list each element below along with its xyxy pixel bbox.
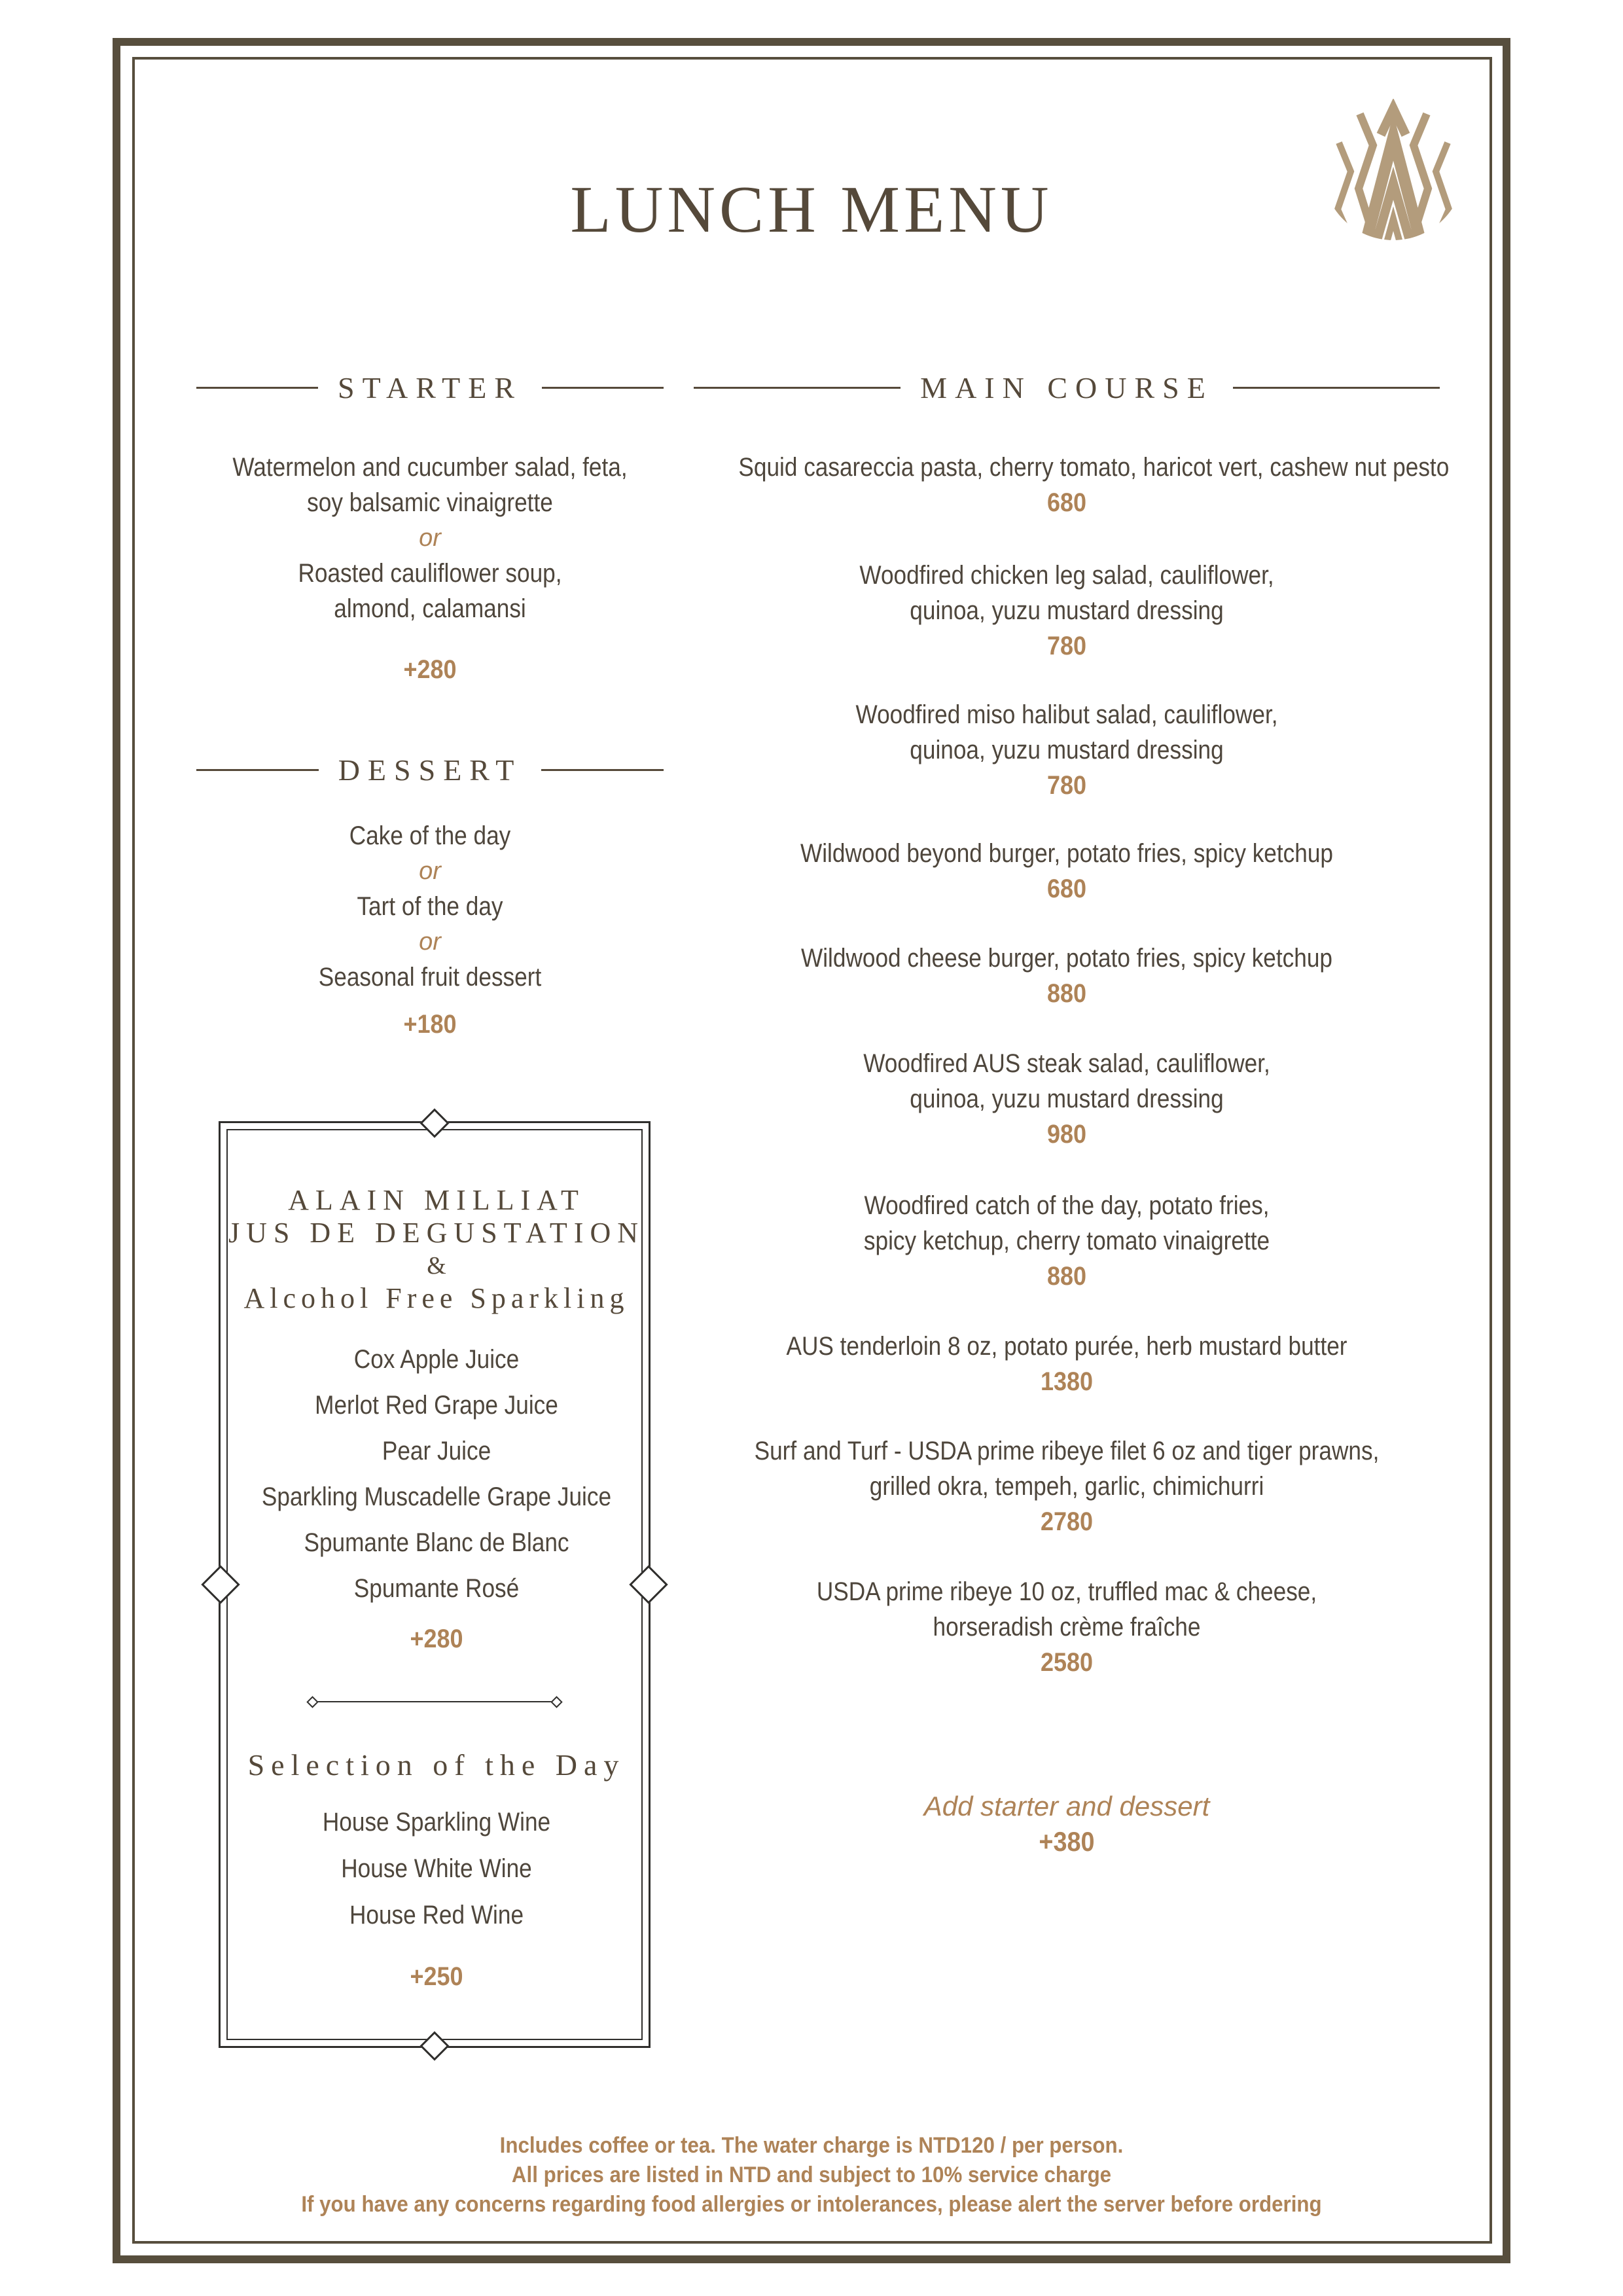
main-course-item <box>694 941 1440 1008</box>
main-course-item <box>694 697 1440 800</box>
selection-title: Selection of the Day <box>247 1748 626 1782</box>
price-label: 2780 <box>1040 1507 1094 1536</box>
juice-price-label: +280 <box>410 1624 463 1653</box>
menu-item-line: AUS tenderloin 8 oz, potato purée, herb mustard butter <box>786 1332 1347 1361</box>
dessert-options <box>196 818 664 995</box>
menu-item-line: horseradish crème fraîche <box>933 1613 1201 1641</box>
divider-diamond-icon <box>550 1696 562 1708</box>
divider-diamond-icon <box>306 1696 318 1708</box>
menu-item-line: Wildwood cheese burger, potato fries, spicy ketchup <box>801 944 1332 973</box>
footer-line: All prices are listed in NTD and subject to 10% service charge <box>511 2162 1112 2187</box>
wine-list <box>221 1799 652 1939</box>
menu-item-line: almond, calamansi <box>334 594 526 623</box>
wine-item: House White Wine <box>341 1854 532 1883</box>
heading-rule-right <box>1233 387 1440 389</box>
beverage-title-line: JUS DE DEGUSTATION <box>228 1217 645 1249</box>
addon-label: Add starter and dessert <box>923 1791 1210 1821</box>
juice-item: Pear Juice <box>382 1437 491 1465</box>
juice-item: Spumante Blanc de Blanc <box>304 1528 569 1557</box>
beverage-title-line: ALAIN MILLIAT <box>288 1184 585 1216</box>
dessert-section-heading <box>196 753 664 787</box>
menu-item-line: Tart of the day <box>357 892 503 921</box>
juice-item: Merlot Red Grape Juice <box>315 1391 558 1420</box>
starter-heading-label: STARTER <box>338 371 523 404</box>
price-label: 980 <box>1046 1120 1087 1149</box>
or-separator: or <box>419 524 441 552</box>
menu-item-line: grilled okra, tempeh, garlic, chimichurri <box>869 1472 1264 1501</box>
starter-section-heading <box>196 370 664 405</box>
juice-item: Cox Apple Juice <box>353 1345 520 1374</box>
price-label: 780 <box>1046 632 1087 660</box>
main-course-item <box>694 558 1440 660</box>
heading-rule-right <box>541 769 664 771</box>
box-divider <box>308 1695 561 1708</box>
beverage-box-title <box>221 1184 652 1315</box>
main-course-item <box>694 1329 1440 1396</box>
heading-rule-left <box>196 387 318 389</box>
menu-item-line: quinoa, yuzu mustard dressing <box>910 736 1224 764</box>
footer-notes <box>0 2131 1623 2219</box>
price-label: 880 <box>1046 979 1087 1008</box>
menu-item-line: soy balsamic vinaigrette <box>307 488 553 517</box>
menu-item-line: Woodfired miso halibut salad, cauliflower, <box>855 700 1278 729</box>
menu-item-line: Woodfired chicken leg salad, cauliflower, <box>859 561 1274 590</box>
ampersand-label: & <box>427 1252 446 1280</box>
wine-price-label: +250 <box>410 1962 463 1991</box>
beverage-box <box>219 1121 651 2048</box>
main-course-section-heading <box>694 370 1440 405</box>
menu-item-line: USDA prime ribeye 10 oz, truffled mac & cheese, <box>816 1577 1317 1606</box>
juice-item: Sparkling Muscadelle Grape Juice <box>261 1482 612 1511</box>
starter-options <box>196 450 664 626</box>
menu-item-line: spicy ketchup, cherry tomato vinaigrette <box>863 1227 1270 1255</box>
menu-item-line: Cake of the day <box>349 821 511 850</box>
beverage-title-line: Alcohol Free Sparkling <box>243 1282 630 1314</box>
menu-item-line: Squid casareccia pasta, cherry tomato, haricot vert, cashew nut pesto <box>738 453 1450 482</box>
main-course-item <box>694 1574 1440 1677</box>
juice-item: Spumante Rosé <box>353 1574 520 1603</box>
menu-item-line: quinoa, yuzu mustard dressing <box>910 1085 1224 1113</box>
page-title: LUNCH MENU <box>570 173 1053 247</box>
menu-item-line: Wildwood beyond burger, potato fries, spicy ketchup <box>800 839 1333 868</box>
main-course-item <box>694 1046 1440 1149</box>
footer-line: If you have any concerns regarding food allergies or intolerances, please alert the server before ordering <box>301 2192 1322 2217</box>
addon-note <box>694 1789 1440 1856</box>
price-label: 880 <box>1046 1262 1087 1291</box>
main-course-heading-label: MAIN COURSE <box>920 371 1213 404</box>
juice-list <box>221 1336 652 1611</box>
starter-price-label: +280 <box>403 655 457 684</box>
price-label: 780 <box>1046 771 1087 800</box>
dessert-price-label: +180 <box>403 1010 457 1039</box>
main-course-item <box>694 450 1450 517</box>
addon-price-label: +380 <box>1039 1826 1095 1857</box>
menu-item-line: quinoa, yuzu mustard dressing <box>910 596 1224 625</box>
main-course-item <box>694 1433 1440 1536</box>
price-label: 1380 <box>1040 1367 1094 1396</box>
menu-item-line: Surf and Turf - USDA prime ribeye filet 6 oz and tiger prawns, <box>754 1437 1380 1465</box>
price-label: 680 <box>1046 874 1087 903</box>
menu-item-line: Watermelon and cucumber salad, feta, <box>232 453 628 482</box>
menu-item-line: Woodfired AUS steak salad, cauliflower, <box>863 1049 1270 1078</box>
or-separator: or <box>419 928 441 956</box>
menu-item-line: Seasonal fruit dessert <box>318 963 542 992</box>
menu-item-line: Roasted cauliflower soup, <box>298 559 562 588</box>
divider-line <box>317 1701 552 1702</box>
or-separator: or <box>419 857 441 885</box>
dessert-heading-label: DESSERT <box>338 753 522 787</box>
heading-rule-left <box>196 769 319 771</box>
price-label: 2580 <box>1040 1648 1094 1677</box>
wine-item: House Red Wine <box>349 1901 524 1929</box>
heading-rule-left <box>694 387 901 389</box>
main-course-item <box>694 836 1440 903</box>
price-label: 680 <box>1046 488 1087 517</box>
main-course-item <box>694 1188 1440 1291</box>
wine-item: House Sparkling Wine <box>322 1808 551 1837</box>
heading-rule-right <box>542 387 664 389</box>
footer-line: Includes coffee or tea. The water charge is NTD120 / per person. <box>499 2133 1124 2158</box>
menu-item-line: Woodfired catch of the day, potato fries, <box>864 1191 1270 1220</box>
